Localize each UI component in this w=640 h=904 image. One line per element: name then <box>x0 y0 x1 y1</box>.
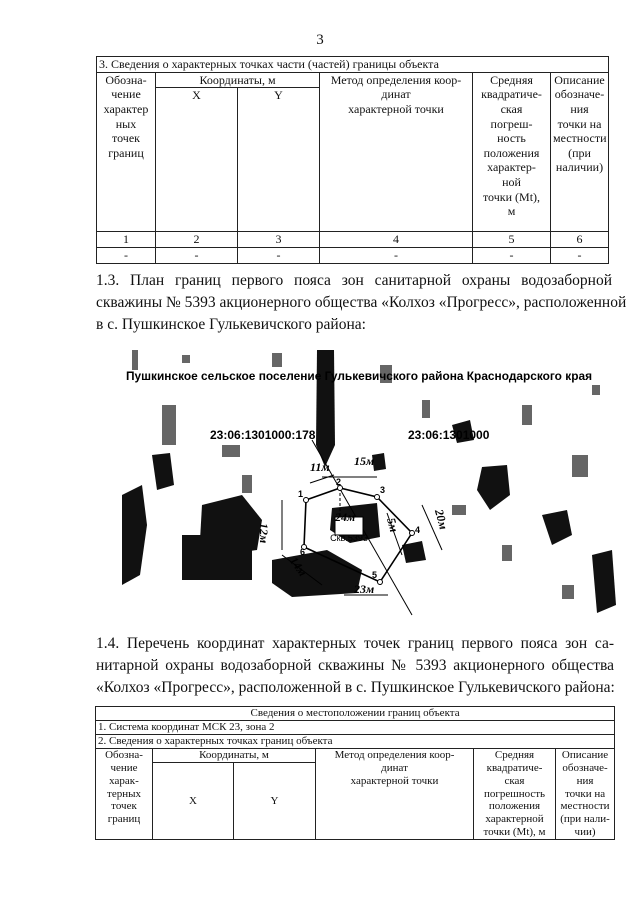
table-cell: - <box>551 247 609 263</box>
table-cell: - <box>473 247 551 263</box>
header-coordinates: Координаты, м <box>156 72 320 88</box>
table-section-title: 3. Сведения о характерных точках части (частей) границы объекта <box>97 57 609 73</box>
well-label: Скв.5393 <box>330 533 368 543</box>
point-label: 6 <box>300 547 306 557</box>
header-y: Y <box>238 88 320 232</box>
dimension-label: 15м <box>354 454 375 468</box>
coordinate-system-row: 1. Система координат МСК 23, зона 2 <box>96 721 615 735</box>
header-x: X <box>156 88 238 232</box>
point-label: 3 <box>380 485 386 495</box>
parcel-label-left: 23:06:1301000:178 <box>210 428 316 442</box>
table-cell: 5 <box>473 232 551 248</box>
table-cell: 4 <box>320 232 473 248</box>
dimension-label: 11м <box>310 460 330 474</box>
point-label: 5 <box>372 570 378 580</box>
table-cell: 1 <box>97 232 156 248</box>
table-cell: - <box>97 247 156 263</box>
point-label: 2 <box>336 477 342 487</box>
paragraph-line: нитарной охраны водозаборной скважины № 5393 акционерного общества <box>96 657 614 674</box>
dimension-label: 12м <box>257 523 271 544</box>
table-cell: 6 <box>551 232 609 248</box>
table-cell: - <box>156 247 238 263</box>
dimension-label: 5м <box>384 516 402 534</box>
header-coordinates: Координаты, м <box>153 749 316 763</box>
header-accuracy: Средняя квадратиче- ская погрешность положения характерной точки (Mt), м <box>474 749 556 840</box>
paragraph-line: в с. Пушкинское Гулькевичского района: <box>96 316 366 333</box>
header-description: Описание обозначе- ния точки на местности (при наличии) <box>551 72 609 232</box>
section-1-4-paragraph <box>96 633 614 699</box>
map-title: Пушкинское сельское поселение Гулькевичского района Краснодарского края <box>126 369 592 383</box>
table-row <box>97 247 609 263</box>
header-y: Y <box>234 763 316 840</box>
dimension-label: 20м <box>431 507 451 531</box>
point-label: 1 <box>298 489 304 499</box>
section-1-3-paragraph <box>96 270 627 336</box>
paragraph-line: 1.3. План границ первого пояса зон санитарной охраны водозаборной <box>96 272 612 289</box>
paragraph-line: 1.4. Перечень координат характерных точек границ первого пояса зон са- <box>96 635 614 652</box>
header-description: Описание обозначе- ния точки на местности (при нали- чии) <box>556 749 615 840</box>
table-cell: - <box>320 247 473 263</box>
table-title: Сведения о местоположении границ объекта <box>96 707 615 721</box>
boundary-plan-map <box>122 345 618 620</box>
header-designation: Обозна- чение характер ных точек границ <box>97 72 156 232</box>
table-cell: - <box>238 247 320 263</box>
point-label: 4 <box>415 525 421 535</box>
table-cell: 3 <box>238 232 320 248</box>
column-numbers-row <box>97 232 609 248</box>
boundary-location-table <box>95 706 615 840</box>
table-cell: 2 <box>156 232 238 248</box>
paragraph-line: «Колхоз «Прогресс», расположенной в с. Пушкинское Гулькевичского района: <box>96 679 615 696</box>
dimension-label: 24м <box>335 510 356 524</box>
dimension-label: 23м <box>354 582 375 596</box>
points-info-row: 2. Сведения о характерных точках границ объекта <box>96 735 615 749</box>
dimension-label: 14м <box>286 554 310 579</box>
characteristic-points-table <box>96 56 609 264</box>
header-method: Метод определения коор- динат характерной точки <box>320 72 473 232</box>
header-method: Метод определения коор- динат характерной точки <box>316 749 474 840</box>
parcel-label-right: 23:06:1301000 <box>408 428 490 442</box>
page-number: 3 <box>316 32 324 48</box>
header-accuracy: Средняя квадратиче- ская погреш- ность положения характер- ной точки (Mt), м <box>473 72 551 232</box>
paragraph-line: скважины № 5393 акционерного общества «Колхоз «Прогресс», расположенной <box>96 294 627 311</box>
header-designation: Обозна- чение харак- терных точек границ <box>96 749 153 840</box>
header-x: X <box>153 763 234 840</box>
